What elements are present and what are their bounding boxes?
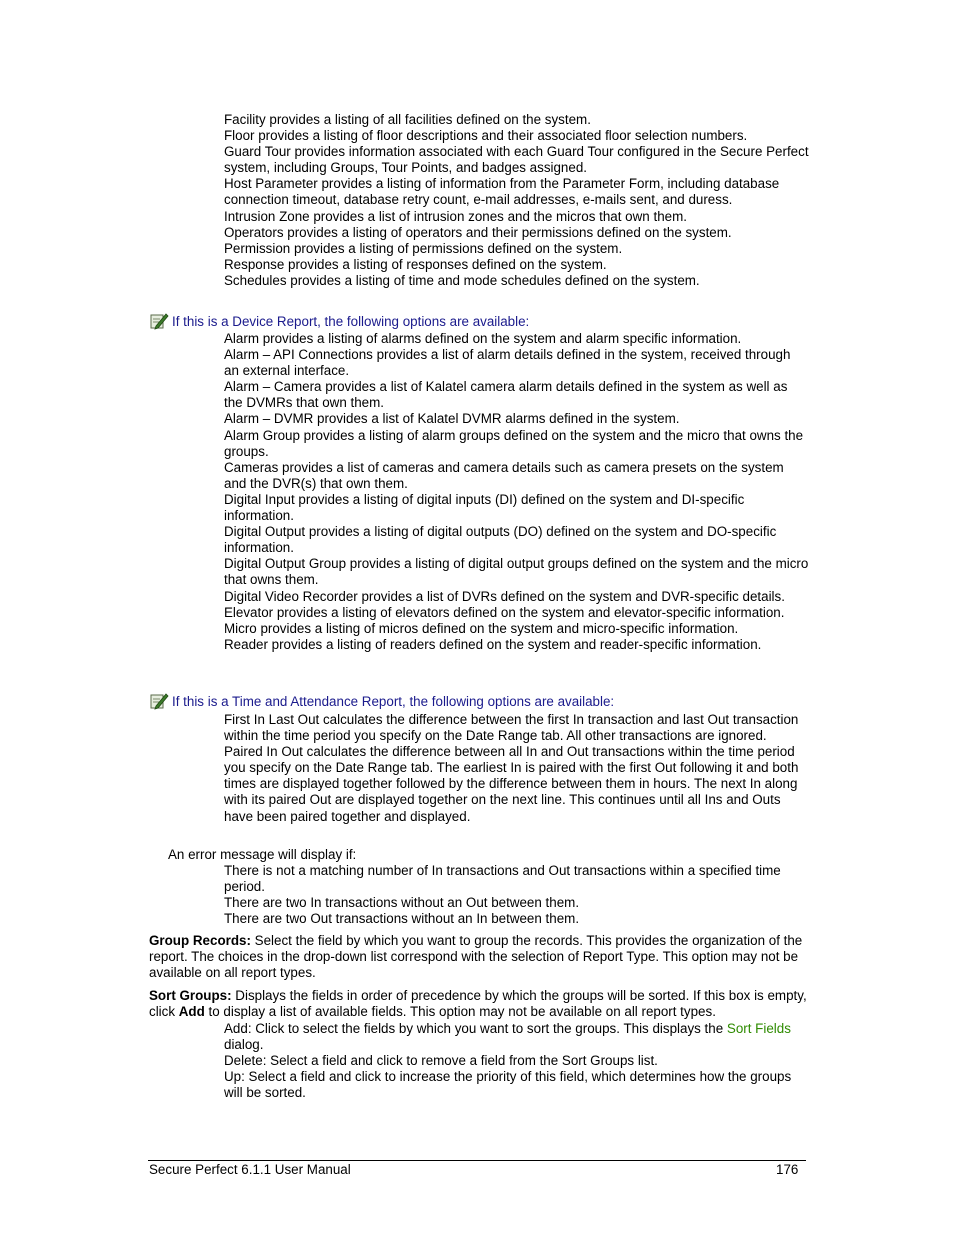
- note-pencil-icon: [150, 692, 169, 710]
- list-item: Guard Tour provides information associated with each Guard Tour configured in the Secure Perfect system, including Groups, Tour Points, and badges assigned.: [224, 144, 809, 176]
- list-item: Floor provides a listing of floor descriptions and their associated floor selection numbers.: [224, 128, 748, 144]
- ta-report-note: [150, 692, 810, 710]
- list-item: There are two Out transactions without an In between them.: [224, 911, 580, 927]
- list-item: Host Parameter provides a listing of information from the Parameter Form, including database connection timeout, database retry count, e-mail addresses, e-mails sent, and duress.: [224, 176, 780, 208]
- list-item: There are two In transactions without an Out between them.: [224, 895, 580, 911]
- list-item: Permission provides a listing of permissions defined on the system.: [224, 240, 623, 256]
- list-item: Alarm – Camera provides a list of Kalatel camera alarm details defined in the system as well as the DVMRs that own them.: [224, 379, 788, 411]
- list-item: Digital Input provides a listing of digital inputs (DI) defined on the system and DI-specific information.: [224, 491, 745, 524]
- list-item: Alarm provides a listing of alarms defined on the system and alarm specific information.: [224, 331, 742, 346]
- list-item: Schedules provides a listing of time and mode schedules defined on the system.: [224, 272, 700, 288]
- list-item: Add: Click to select the fields by which you want to sort the groups. This displays the Sort Fields dialog.: [224, 1021, 791, 1053]
- list-item: Paired In Out calculates the difference between all In and Out transactions within the time period you specify on the Date Range tab. The earliest In is paired with the first Out following it and both times are displayed together followed by the difference between them in hours. The next In along with its paired Out are displayed together on the next line. This continues until all Ins and Outs have been paired together and displayed.: [224, 744, 799, 824]
- list-item: Micro provides a listing of micros defined on the system and micro-specific information.: [224, 620, 739, 636]
- list-item: Operators provides a listing of operators and their permissions defined on the system.: [224, 224, 732, 240]
- ta-report-list: [224, 712, 809, 825]
- list-item: Alarm – DVMR provides a list of Kalatel DVMR alarms defined in the system.: [224, 411, 680, 427]
- page-number: 176: [776, 1162, 799, 1177]
- list-item: Digital Video Recorder provides a list of DVRs defined on the system and DVR-specific details.: [224, 588, 785, 604]
- note-pencil-icon: [150, 312, 169, 330]
- sort-options-list: [224, 1021, 809, 1101]
- error-list: [224, 863, 809, 927]
- device-report-note: [150, 312, 810, 330]
- sort-groups-paragraph: Sort Groups: Displays the fields in order of precedence by which the groups will be sorted. If this box is empty, click Add to display a list of available fields. This option may not be available on all report types.: [149, 988, 807, 1020]
- group-records-label: Group Records:: [149, 933, 251, 948]
- device-report-list: [224, 331, 809, 653]
- list-item: Up: Select a field and click to increase the priority of this field, which determines how the groups will be sorted.: [224, 1069, 792, 1101]
- list-item: Digital Output provides a listing of digital outputs (DO) defined on the system and DO-specific information.: [224, 524, 777, 556]
- list-item: Delete: Select a field and click to remove a field from the Sort Groups list.: [224, 1053, 658, 1069]
- add-bold: Add: [178, 1004, 205, 1020]
- list-item: Alarm – API Connections provides a list of alarm details defined in the system, received through an external interface.: [224, 347, 791, 379]
- list-item: Response provides a listing of responses defined on the system.: [224, 256, 607, 272]
- note-text: If this is a Device Report, the following options are available:: [172, 314, 530, 329]
- list-item: Digital Output Group provides a listing of digital output groups defined on the system and the micro that owns them.: [224, 556, 809, 588]
- sort-groups-label: Sort Groups:: [149, 988, 232, 1003]
- list-item: Cameras provides a list of cameras and camera details such as camera presets on the system and the DVR(s) that own them.: [224, 459, 784, 491]
- list-item: Intrusion Zone provides a list of intrusion zones and the micros that own them.: [224, 208, 687, 224]
- list-item: First In Last Out calculates the difference between the first In transaction and last Out transaction within the time period you specify on the Date Range tab. All other transactions are ignored.: [224, 712, 799, 744]
- report-type-list: [224, 112, 809, 289]
- group-records-text: Select the field by which you want to group the records. This provides the organization of the report. The choices in the drop-down list correspond with the selection of Report Type. This option may not be available on all report types.: [149, 933, 803, 981]
- note-text: If this is a Time and Attendance Report, the following options are available:: [172, 694, 615, 709]
- list-item: There is not a matching number of In transactions and Out transactions within a specified time period.: [224, 863, 781, 895]
- list-item: Alarm Group provides a listing of alarm groups defined on the system and the micro that owns the groups.: [224, 427, 804, 459]
- list-item: Elevator provides a listing of elevators defined on the system and elevator-specific information.: [224, 604, 785, 620]
- footer-title: Secure Perfect 6.1.1 User Manual: [149, 1162, 351, 1177]
- list-item: Reader provides a listing of readers defined on the system and reader-specific information.: [224, 636, 762, 652]
- list-item: Facility provides a listing of all facilities defined on the system.: [224, 112, 591, 127]
- footer-divider: [148, 1160, 806, 1161]
- sort-fields-link[interactable]: Sort Fields: [726, 1021, 791, 1036]
- group-records-paragraph: [149, 933, 809, 981]
- error-intro: An error message will display if:: [168, 847, 357, 862]
